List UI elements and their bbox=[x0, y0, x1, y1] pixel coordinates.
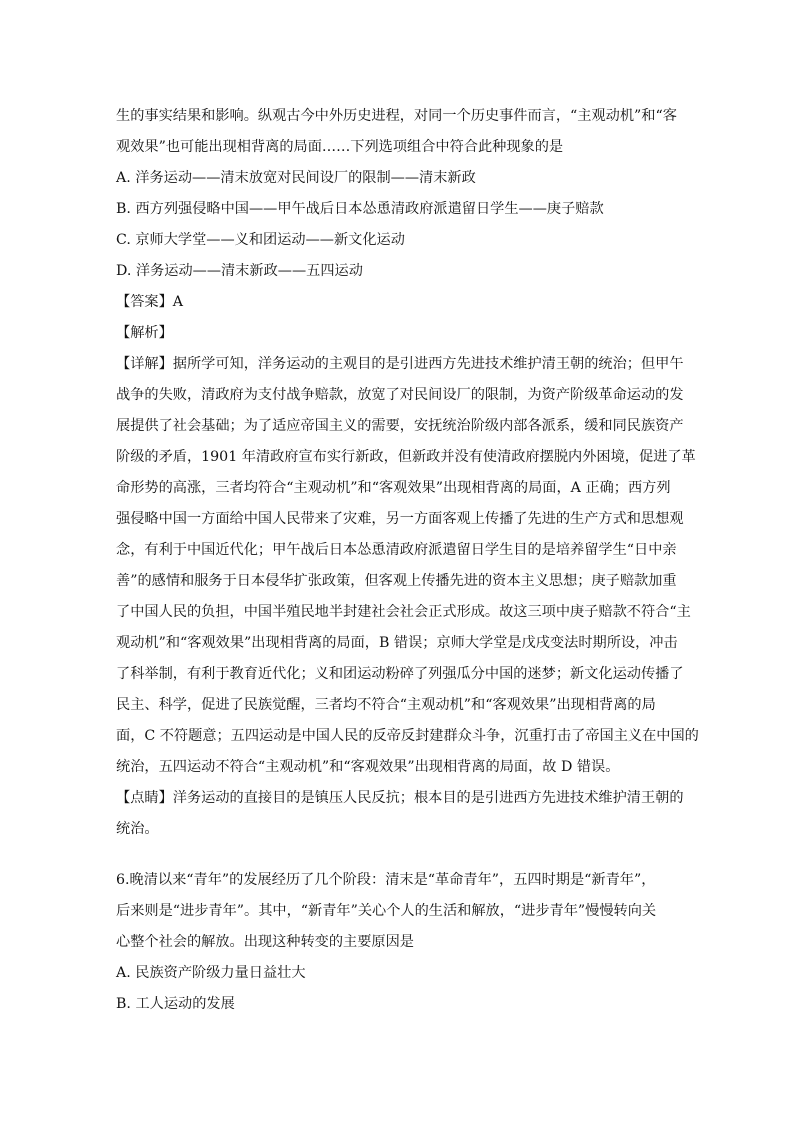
q5-analysis-label: 【解析】 bbox=[116, 325, 173, 341]
q5-detail-line: 展提供了社会基础；为了适应帝国主义的需要，安抚统治阶级内部各派系，缓和同民族资产 bbox=[116, 418, 684, 434]
q5-detail-line: 观动机”和“客观效果”出现相背离的局面，B 错误；京师大学堂是戊戌变法时期所设，冲击 bbox=[116, 635, 678, 651]
q5-option-a: A. 洋务运动——清末放宽对民间设厂的限制——清末新政 bbox=[116, 170, 476, 186]
q5-detail-line: 了科举制，有利于教育近代化；义和团运动粉碎了列强瓜分中国的迷梦；新文化运动传播了 bbox=[116, 666, 684, 682]
q6-stem-line: 心整个社会的解放。出现这种转变的主要原因是 bbox=[116, 934, 414, 950]
q5-detail-line: 念，有利于中国近代化；甲午战后日本怂恿清政府派遣留日学生目的是培养留学生“日中亲 bbox=[116, 542, 677, 558]
q5-point-line: 【点睛】洋务运动的直接目的是镇压人民反抗；根本目的是引进西方先进技术维护清王朝的 bbox=[116, 790, 684, 806]
q5-point-line: 统治。 bbox=[116, 821, 159, 837]
q5-detail-line: 了中国人民的负担，中国半殖民地半封建社会社会正式形成。故这三项中庚子赔款不符合“主 bbox=[116, 604, 691, 620]
q5-detail-line: 统治，五四运动不符合“主观动机”和“客观效果”出现相背离的局面，故 D 错误。 bbox=[116, 759, 620, 775]
q5-detail-line: 阶级的矛盾，1901 年清政府宣布实行新政，但新政并没有使清政府摆脱内外困境，促进了革 bbox=[116, 449, 696, 465]
q5-detail-line: 战争的失败，清政府为支付战争赔款，放宽了对民间设厂的限制，为资产阶级革命运动的发 bbox=[116, 387, 684, 403]
q5-detail-line: 面，C 不符题意；五四运动是中国人民的反帝反封建群众斗争，沉重打击了帝国主义在中国的 bbox=[116, 728, 699, 744]
q6-option-a: A. 民族资产阶级力量日益壮大 bbox=[116, 965, 306, 981]
q6-stem-line: 6.晚清以来“青年”的发展经历了几个阶段：清末是“革命青年”，五四时期是“新青年”， bbox=[116, 872, 656, 888]
q5-option-b: B. 西方列强侵略中国——甲午战后日本怂恿清政府派遣留日学生——庚子赔款 bbox=[116, 201, 604, 217]
q5-option-c: C. 京师大学堂——义和团运动——新文化运动 bbox=[116, 232, 405, 248]
q5-stem-line: 观效果”也可能出现相背离的局面……下列选项组合中符合此种现象的是 bbox=[116, 139, 564, 155]
q5-stem-line: 生的事实结果和影响。纵观古今中外历史进程，对同一个历史事件而言，“主观动机”和“客 bbox=[116, 108, 677, 124]
q5-detail-line: 民主、科学，促进了民族觉醒，三者均不符合“主观动机”和“客观效果”出现相背离的局 bbox=[116, 697, 656, 713]
document-page bbox=[116, 101, 699, 1020]
question-spacer bbox=[116, 845, 681, 865]
q5-detail-line: 善”的感情和服务于日本侵华扩张政策，但客观上传播先进的资本主义思想；庚子赔款加重 bbox=[116, 573, 677, 589]
q6-stem-line: 后来则是“进步青年”。其中，“新青年”关心个人的生活和解放，“进步青年”慢慢转向关 bbox=[116, 903, 657, 919]
q5-detail-line: 【详解】据所学可知，洋务运动的主观目的是引进西方先进技术维护清王朝的统治；但甲午 bbox=[116, 356, 684, 372]
q5-option-d: D. 洋务运动——清末新政——五四运动 bbox=[116, 263, 363, 279]
q5-answer: 【答案】A bbox=[116, 294, 183, 310]
q5-detail-line: 命形势的高涨，三者均符合“主观动机”和“客观效果”出现相背离的局面，A 正确；西方列 bbox=[116, 480, 671, 496]
q5-detail-line: 强侵略中国一方面给中国人民带来了灾难，另一方面客观上传播了先进的生产方式和思想观 bbox=[116, 511, 684, 527]
q6-option-b: B. 工人运动的发展 bbox=[116, 996, 235, 1012]
